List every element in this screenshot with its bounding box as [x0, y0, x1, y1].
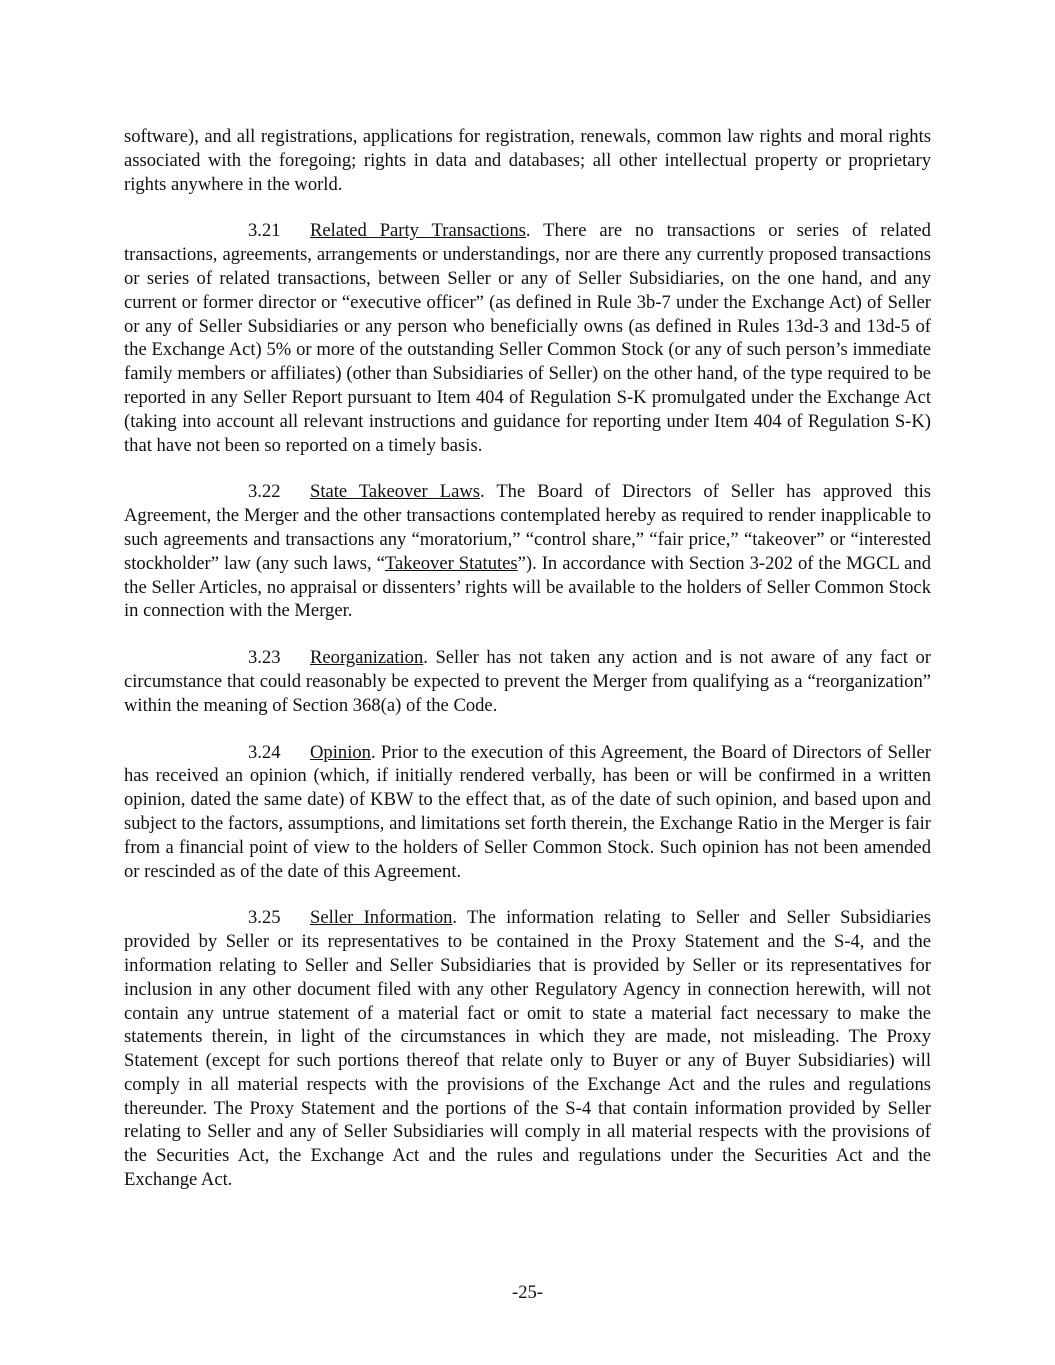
page-number: -25-	[512, 1282, 543, 1303]
section-3-24	[124, 741, 931, 884]
section-text: . Prior to the execution of this Agreement, the Board of Directors of Seller has received an opinion (which, if initially rendered verbally, has been or will be confirmed in a written opinion, dated the same date) of KBW to the effect that, as of the date of such opinion, and based upon and subject to the factors, assumptions, and limitations set forth therein, the Exchange Ratio in the Merger is fair from a financial point of view to the holders of Seller Common Stock. Such opinion has not been amended or rescinded as of the date of this Agreement.	[124, 741, 931, 882]
section-3-23	[124, 646, 931, 717]
section-title: State Takeover Laws	[310, 481, 481, 503]
intro-text: software), and all registrations, applications for registration, renewals, common law rights and moral rights associated with the foregoing; rights in data and databases; all other intellectual property or proprietary rights anywhere in the world.	[124, 126, 931, 195]
section-number: 3.23	[248, 647, 281, 669]
defined-term: Takeover Statutes	[384, 552, 518, 574]
section-number: 3.24	[248, 741, 281, 763]
section-title: Opinion	[310, 741, 371, 763]
section-3-22	[124, 480, 931, 623]
section-title: Related Party Transactions	[310, 220, 526, 242]
section-text: . The Board of Directors of Seller has approved this Agreement, the Merger and the other transactions contemplated hereby as required to render inapplicable to such agreements and transactions any “moratorium,” “control share,” “fair price,” “takeover” or “interested stockholder” law (any such laws, “	[124, 481, 931, 574]
section-3-25	[124, 906, 931, 1192]
section-text: . Seller has not taken any action and is not aware of any fact or circumstance that could reasonably be expected to prevent the Merger from qualifying as a “reorganization” within the meaning of Section 368(a) of the Code.	[124, 647, 931, 716]
section-text-continued: ”). In accordance with Section 3-202 of the MGCL and the Seller Articles, no appraisal or dissenters’ rights will be available to the holders of Seller Common Stock in connection with the Merger.	[124, 552, 931, 622]
section-text: . The information relating to Seller and Seller Subsidiaries provided by Seller or its representatives to be contained in the Proxy Statement and the S-4, and the information relating to Seller and Seller Subsidiaries that is provided by Seller or its representatives for inclusion in any other document filed with any other Regulatory Agency in connection herewith, will not contain any untrue statement of a material fact or omit to state a material fact necessary to make the statements therein, in light of the circumstances in which they are made, not misleading. The Proxy Statement (except for such portions thereof that relate only to Buyer or any of Buyer Subsidiaries) will comply in all material respects with the provisions of the Exchange Act and the rules and regulations thereunder. The Proxy Statement and the portions of the S-4 that contain information provided by Seller relating to Seller and any of Seller Subsidiaries will comply in all material respects with the provisions of the Securities Act, the Exchange Act and the rules and regulations under the Securities Act and the Exchange Act.	[124, 907, 931, 1191]
section-number: 3.22	[248, 481, 281, 503]
section-number: 3.21	[248, 220, 281, 242]
section-text: . There are no transactions or series of related transactions, agreements, arrangements or understandings, nor are there any currently proposed transactions or series of related transactions, between Seller or any of Seller Subsidiaries, on the one hand, and any current or former director or “executive officer” (as defined in Rule 3b-7 under the Exchange Act) of Seller or any of Seller Subsidiaries or any person who beneficially owns (as defined in Rules 13d-3 and 13d-5 of the Exchange Act) 5% or more of the outstanding Seller Common Stock (or any of such person’s immediate family members or affiliates) (other than Subsidiaries of Seller) on the other hand, of the type required to be reported in any Seller Report pursuant to Item 404 of Regulation S-K promulgated under the Exchange Act (taking into account all relevant instructions and guidance for reporting under Item 404 of Regulation S-K) that have not been so reported on a timely basis.	[124, 220, 931, 456]
document-page	[124, 125, 931, 1215]
intro-paragraph	[124, 125, 931, 196]
section-title: Reorganization	[310, 647, 424, 669]
section-number: 3.25	[248, 907, 281, 929]
section-title: Seller Information	[310, 907, 453, 929]
section-3-21	[124, 219, 931, 457]
